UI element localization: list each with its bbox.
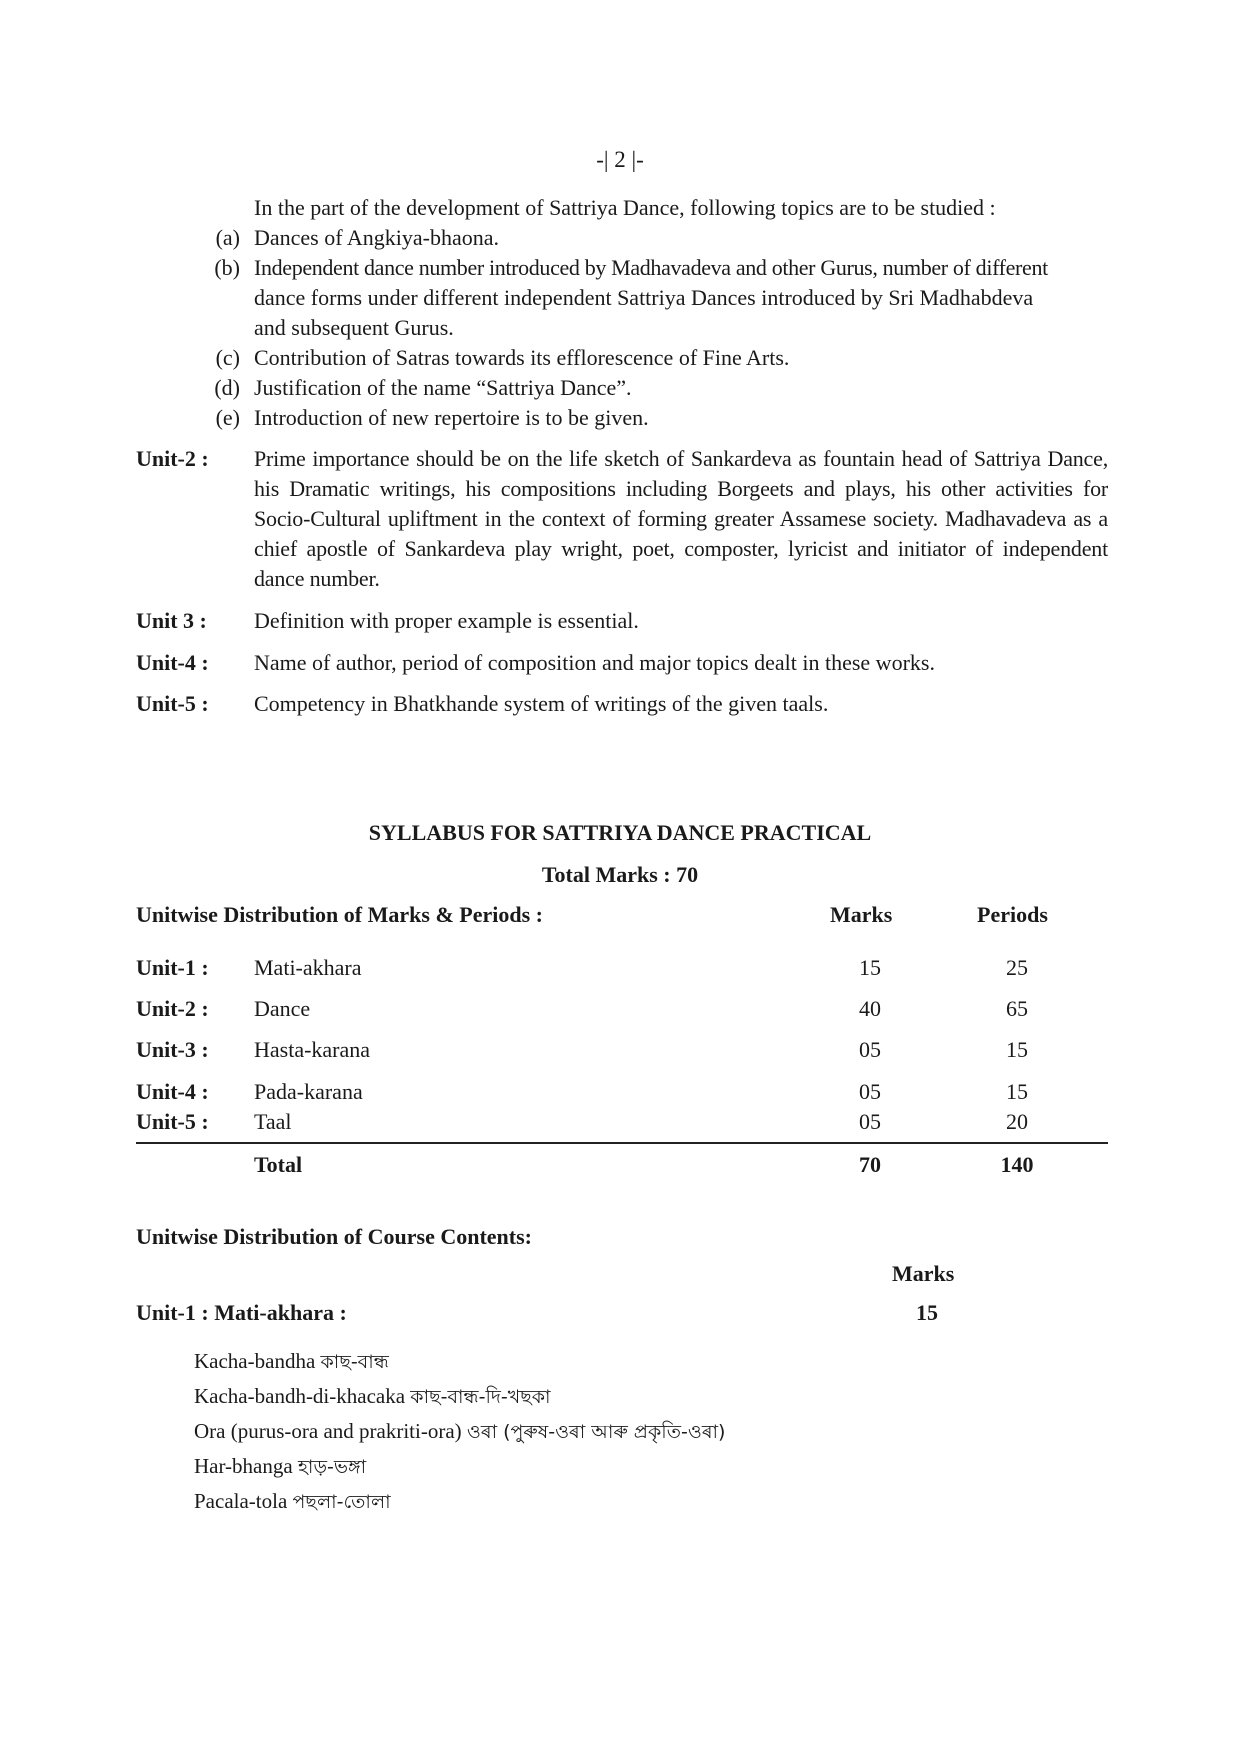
contents-heading: Unitwise Distribution of Course Contents: bbox=[136, 1224, 532, 1249]
topic-label: (e) bbox=[215, 405, 240, 430]
topic-label: (c) bbox=[215, 345, 240, 370]
table-row-marks: 15 bbox=[859, 955, 881, 980]
table-row-periods: 20 bbox=[1006, 1109, 1028, 1134]
topic-text: Justification of the name “Sattriya Dance”. bbox=[254, 375, 632, 400]
total-label: Total bbox=[254, 1152, 303, 1177]
topic-text: Independent dance number introduced by Madhavadeva and other Gurus, number of different bbox=[254, 255, 1048, 280]
table-row-unit: Unit-1 : bbox=[136, 955, 209, 980]
unit-label: Unit-4 : bbox=[136, 650, 209, 675]
col-header-marks: Marks bbox=[830, 902, 893, 927]
item-native: কাছ-বান্ধ bbox=[320, 1351, 389, 1373]
table-row-periods: 15 bbox=[1006, 1079, 1028, 1104]
item-native: কাছ-বান্ধ-দি-খছকা bbox=[410, 1386, 551, 1408]
topic-text: dance forms under different independent Sattriya Dances introduced by Sri Madhabdeva bbox=[254, 285, 1034, 310]
unit-label: Unit-5 : bbox=[136, 691, 209, 716]
practical-title: SYLLABUS FOR SATTRIYA DANCE PRACTICAL bbox=[368, 820, 872, 845]
table-row-periods: 15 bbox=[1006, 1037, 1028, 1062]
table-row-topic: Dance bbox=[254, 996, 311, 1021]
intro-text: In the part of the development of Sattriya Dance, following topics are to be studied : bbox=[254, 195, 996, 220]
table-row-topic: Taal bbox=[254, 1109, 292, 1134]
unit-4-text: Name of author, period of composition and major topics dealt in these works. bbox=[254, 650, 935, 675]
total-periods-value: 140 bbox=[1000, 1152, 1034, 1177]
table-row-unit: Unit-4 : bbox=[136, 1079, 209, 1104]
unit-5-text: Competency in Bhatkhande system of writings of the given taals. bbox=[254, 691, 829, 716]
item-native: ওৰা (পুৰুষ-ওৰা আৰু প্ৰকৃতি-ওৰা) bbox=[466, 1421, 726, 1443]
table-row-marks: 05 bbox=[859, 1109, 881, 1134]
topic-text: Contribution of Satras towards its efflorescence of Fine Arts. bbox=[254, 345, 790, 370]
list-item bbox=[194, 1381, 551, 1412]
list-item bbox=[194, 1486, 391, 1517]
unit-label: Unit-2 : bbox=[136, 446, 209, 471]
table-row-periods: 25 bbox=[1006, 955, 1028, 980]
table-heading: Unitwise Distribution of Marks & Periods : bbox=[136, 902, 543, 927]
table-row-marks: 05 bbox=[859, 1079, 881, 1104]
table-row-topic: Hasta-karana bbox=[254, 1037, 371, 1062]
topic-text: and subsequent Gurus. bbox=[254, 315, 454, 340]
unit-1-marks: 15 bbox=[916, 1300, 938, 1325]
col-header-periods: Periods bbox=[977, 902, 1048, 927]
table-row-unit: Unit-2 : bbox=[136, 996, 209, 1021]
item-latin: Ora (purus-ora and prakriti-ora) bbox=[194, 1419, 462, 1443]
table-row-unit: Unit-5 : bbox=[136, 1109, 209, 1134]
topic-label: (d) bbox=[214, 375, 240, 400]
topic-text: Introduction of new repertoire is to be given. bbox=[254, 405, 649, 430]
unit-label: Unit 3 : bbox=[136, 608, 207, 633]
table-row-periods: 65 bbox=[1006, 996, 1028, 1021]
unit-2-text: Prime importance should be on the life sketch of Sankardeva as fountain head of Sattriya Dance, his Dramatic writings, his compositions including Borgeets and plays, his other activities for Socio-Cultural upliftment in the context of forming greater Assamese society. Madhavadeva as a chief apostle of Sankardeva play wright, poet, composter, lyricist and initiator of independent dance number. bbox=[254, 446, 1108, 591]
item-latin: Har-bhanga bbox=[194, 1454, 293, 1478]
contents-marks-label: Marks bbox=[892, 1261, 955, 1286]
item-latin: Kacha-bandha bbox=[194, 1349, 316, 1373]
page-number: -| 2 |- bbox=[596, 147, 644, 172]
table-row-marks: 40 bbox=[859, 996, 881, 1021]
list-item bbox=[194, 1451, 366, 1482]
topic-text: Dances of Angkiya-bhaona. bbox=[254, 225, 499, 250]
table-row-unit: Unit-3 : bbox=[136, 1037, 209, 1062]
unit-3-text: Definition with proper example is essential. bbox=[254, 608, 639, 633]
table-row-topic: Pada-karana bbox=[254, 1079, 363, 1104]
item-latin: Kacha-bandh-di-khacaka bbox=[194, 1384, 406, 1408]
list-item bbox=[194, 1416, 725, 1447]
item-latin: Pacala-tola bbox=[194, 1489, 288, 1513]
item-native: হাড়-ভঙ্গা bbox=[297, 1456, 367, 1478]
table-row-marks: 05 bbox=[859, 1037, 881, 1062]
total-marks: Total Marks : 70 bbox=[541, 862, 699, 887]
table-divider bbox=[136, 1142, 1108, 1144]
unit-1-title: Unit-1 : Mati-akhara : bbox=[136, 1300, 347, 1325]
item-native: পছলা-তোলা bbox=[292, 1491, 391, 1513]
table-row-topic: Mati-akhara bbox=[254, 955, 362, 980]
list-item bbox=[194, 1346, 389, 1377]
topic-label: (a) bbox=[215, 225, 240, 250]
topic-label: (b) bbox=[214, 255, 240, 280]
total-marks-value: 70 bbox=[859, 1152, 881, 1177]
